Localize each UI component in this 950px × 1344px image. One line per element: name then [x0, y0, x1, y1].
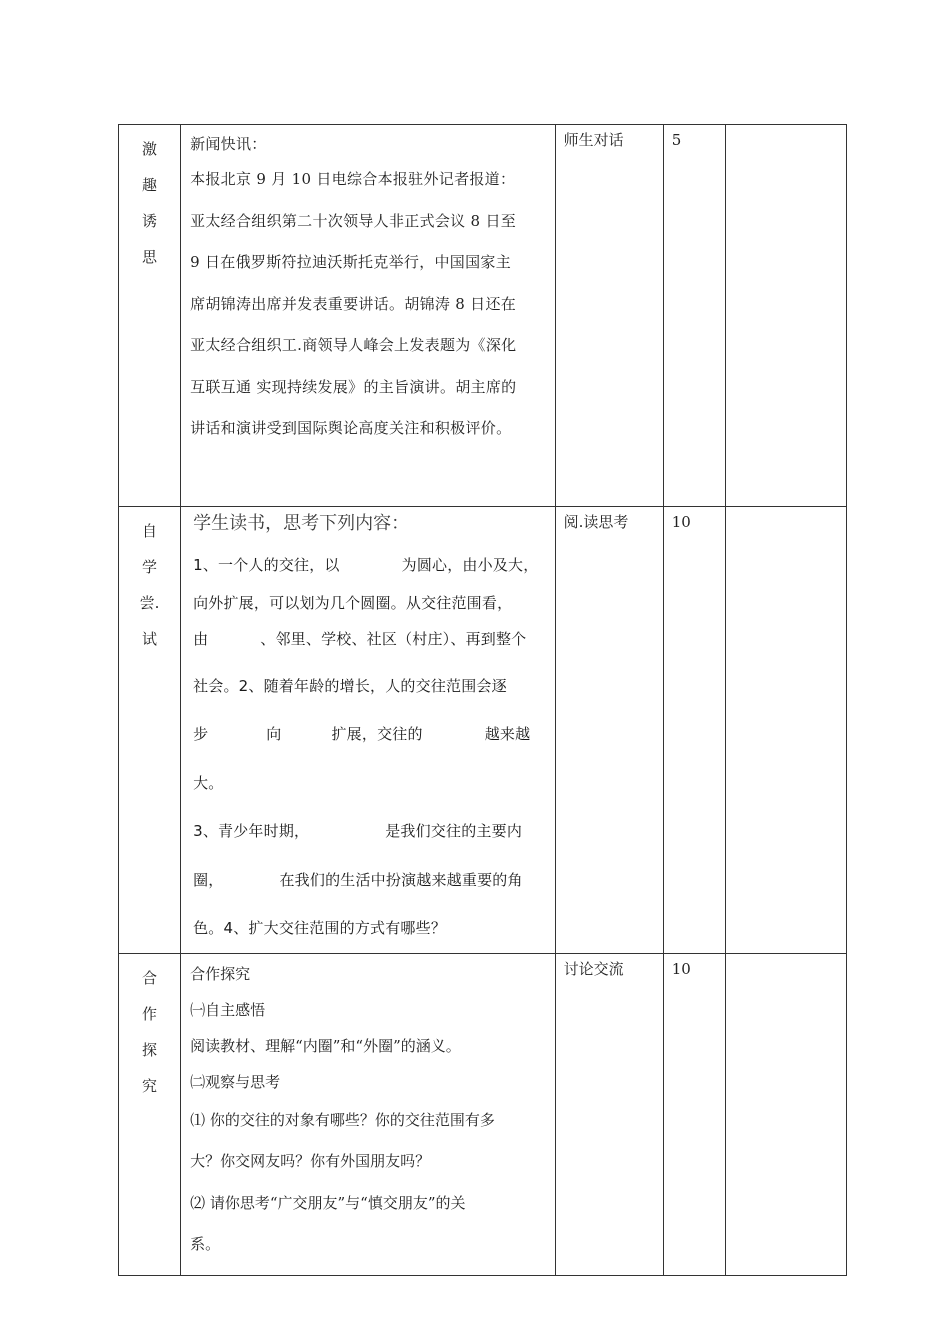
content-line: 讲话和演讲受到国际舆论高度关注和积极评价。	[190, 419, 512, 437]
content-line: 1、一个人的交往，以 为圆心，由小及大，	[193, 556, 539, 574]
content-cell	[181, 125, 556, 507]
content-line: 系。	[190, 1235, 221, 1253]
content-line: 9 日在俄罗斯符拉迪沃斯托克举行，中国国家主	[190, 253, 511, 271]
content-line: 亚太经合组织第二十次领导人非正式会议 8 日至	[190, 211, 517, 230]
method-cell	[555, 953, 663, 1275]
stage-char: 试	[142, 630, 158, 648]
content-line: 向外扩展，可以划为几个圆圈。从交往范围看，	[193, 593, 513, 612]
content-line: 新闻快讯：	[190, 135, 267, 153]
method-text: 阅.读思考	[563, 513, 629, 531]
content-cell	[181, 953, 556, 1275]
content-line: 色。4、扩大交往范围的方式有哪些？	[193, 919, 447, 937]
stage-char: 尝.	[139, 594, 160, 612]
time-text: 5	[671, 131, 682, 149]
stage-char: 趣	[142, 176, 158, 194]
content-line: 由 、邻里、学校、社区（村庄）、再到整个	[193, 629, 527, 648]
notes-cell	[725, 507, 846, 954]
stage-char: 激	[142, 140, 158, 158]
content-line: 席胡锦涛出席并发表重要讲话。胡锦涛 8 日还在	[190, 294, 517, 313]
content-line: 合作探究	[190, 964, 251, 983]
content-line: 互联互通 实现持续发展》的主旨演讲。胡主席的	[190, 377, 517, 396]
method-text: 师生对话	[563, 131, 624, 149]
stage-char: 合	[142, 968, 158, 987]
table-row	[119, 953, 847, 1275]
time-text: 10	[671, 513, 691, 531]
content-line: ㈠自主感悟	[190, 1000, 266, 1019]
method-cell	[555, 125, 663, 507]
content-line: 亚太经合组织工.商领导人峰会上发表题为《深化	[190, 336, 517, 354]
content-line: ⑵ 请你思考“广交朋友”与“慎交朋友”的关	[190, 1193, 466, 1212]
time-cell	[663, 507, 725, 954]
time-text: 10	[671, 959, 691, 978]
stage-char: 探	[142, 1040, 158, 1059]
content-line: 社会。2、随着年龄的增长，人的交往范围会逐	[193, 676, 507, 695]
table-row	[119, 507, 847, 954]
reading-heading: 学生读书，思考下列内容：	[193, 513, 410, 534]
stage-char: 自	[142, 522, 158, 540]
stage-char: 作	[142, 1004, 158, 1023]
stage-char: 究	[142, 1076, 158, 1095]
time-cell	[663, 125, 725, 507]
stage-cell	[119, 953, 181, 1275]
stage-char: 诱	[142, 212, 158, 230]
content-line: ⑴ 你的交往的对象有哪些？你的交往范围有多	[190, 1110, 495, 1129]
notes-cell	[725, 953, 846, 1275]
content-line: 阅读教材、理解“内圈”和“外圈”的涵义。	[190, 1036, 461, 1055]
stage-char: 学	[142, 558, 158, 576]
stage-cell	[119, 125, 181, 507]
stage-char: 思	[142, 248, 158, 266]
content-line: ㈡观察与思考	[190, 1072, 281, 1091]
notes-cell	[725, 125, 846, 507]
reading-image	[181, 507, 555, 953]
content-cell	[181, 507, 556, 954]
content-line: 本报北京 9 月 10 日电综合本报驻外记者报道：	[190, 170, 516, 188]
method-text: 讨论交流	[563, 959, 624, 978]
stage-cell	[119, 507, 181, 954]
time-cell	[663, 953, 725, 1275]
content-line: 大？你交网友吗？你有外国朋友吗？	[190, 1152, 431, 1170]
content-line: 圈， 在我们的生活中扮演越来越重要的角	[193, 870, 523, 889]
table-row	[119, 125, 847, 507]
method-cell	[555, 507, 663, 954]
content-line: 步 向 扩展，交往的 越来越大。	[193, 725, 531, 792]
content-line: 3、青少年时期， 是我们交往的主要内	[193, 822, 523, 840]
lesson-plan-table	[118, 124, 847, 1276]
